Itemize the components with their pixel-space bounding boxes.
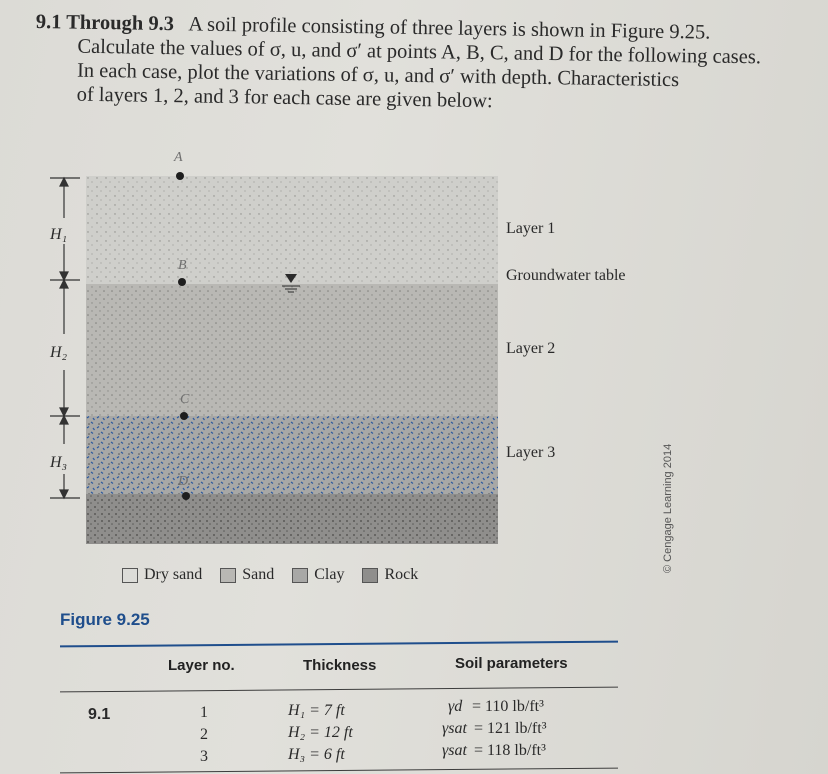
clay-swatch-icon	[292, 568, 308, 583]
label-layer-2: Layer 2	[506, 340, 556, 357]
figure-caption: Figure 9.25	[60, 610, 150, 629]
problem-number: 9.1 Through 9.3	[35, 10, 175, 36]
legend-item-sand: Sand	[220, 566, 274, 584]
label-layer-3: Layer 3	[506, 444, 556, 461]
header-soil-parameters: Soil parameters	[455, 655, 568, 672]
row-1-param-value: = 110 lb/ft³	[472, 698, 544, 715]
row-2-thickness: H₂ = 12 ft	[288, 724, 353, 741]
figure-legend	[122, 566, 418, 584]
row-1-param-symbol: γd	[448, 698, 463, 715]
point-d-marker	[182, 492, 190, 500]
row-3-param-value: = 118 lb/ft³	[474, 742, 546, 759]
problem-line-3: In each case, plot the variations of σ, u, and σ′ with depth. Characteristics	[76, 59, 680, 92]
problem-statement	[34, 10, 815, 118]
point-c-label: C	[180, 392, 190, 407]
soil-profile-figure	[36, 150, 656, 570]
layer3-clay	[86, 416, 498, 494]
point-a-label: A	[174, 150, 183, 165]
point-b-label: B	[178, 258, 187, 273]
point-c-marker	[180, 412, 188, 420]
row-3-param-symbol: γsat	[442, 742, 467, 759]
problem-line-1: 9.1 Through 9.3 A soil profile consisting of three layers is shown in Figure 9.25.	[35, 10, 711, 44]
sand-swatch-icon	[220, 568, 236, 583]
label-layer-1: Layer 1	[506, 220, 556, 237]
problem-number-cell: 9.1	[88, 706, 111, 723]
point-a-marker	[176, 172, 184, 180]
row-2-param-value: = 121 lb/ft³	[474, 720, 547, 737]
rock-base	[86, 494, 498, 544]
label-groundwater-table: Groundwater table	[506, 267, 626, 284]
legend-item-dry-sand: Dry sand	[122, 566, 202, 584]
row-1-layer: 1	[200, 704, 208, 721]
table-top-rule	[60, 641, 618, 648]
point-b-marker	[178, 278, 186, 286]
problem-line-2: Calculate the values of σ, u, and σ′ at points A, B, C, and D for the following cases.	[77, 35, 762, 69]
row-1-thickness: H₁ = 7 ft	[288, 702, 345, 719]
dim-h1: H₁	[50, 226, 68, 243]
legend-item-clay: Clay	[292, 566, 344, 584]
dry-sand-swatch-icon	[122, 568, 138, 583]
point-d-label: D	[178, 474, 189, 489]
row-3-layer: 3	[200, 748, 208, 765]
header-layer-no: Layer no.	[168, 657, 235, 674]
table-bottom-rule	[60, 768, 618, 774]
header-thickness: Thickness	[303, 657, 377, 674]
soil-profile-diagram	[86, 176, 498, 544]
row-2-param-symbol: γsat	[442, 720, 467, 737]
layer1-dry-sand	[86, 176, 498, 284]
dim-h2: H₂	[50, 344, 68, 361]
row-3-thickness: H₃ = 6 ft	[288, 746, 345, 763]
row-2-layer: 2	[200, 726, 208, 743]
layer2-sand	[86, 284, 498, 416]
problem-line-4: of layers 1, 2, and 3 for each case are given below:	[76, 83, 493, 113]
copyright-credit: © Cengage Learning 2014	[662, 443, 674, 573]
rock-swatch-icon	[362, 568, 378, 583]
legend-item-rock: Rock	[362, 566, 418, 584]
dim-h3: H₃	[50, 454, 68, 471]
table-header-rule	[60, 687, 618, 693]
